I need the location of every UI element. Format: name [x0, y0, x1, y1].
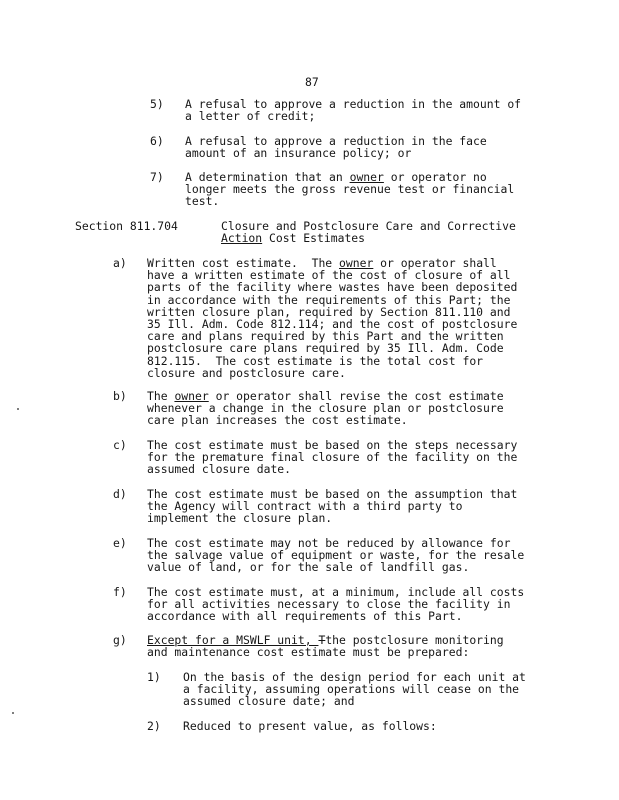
list-b-item-text-line: implement the closure plan. — [147, 511, 333, 526]
list-b-item-text-line: care and plans required by this Part and the written — [147, 329, 504, 344]
list-b-item-number: g) — [113, 633, 127, 647]
list-b-item-text-line: 812.115. The cost estimate is the total cost for — [147, 353, 484, 368]
list-b-item-text-line: Written cost estimate. The owner or operator shall — [147, 256, 497, 270]
section-title-line: Action Cost Estimates — [221, 231, 366, 246]
list-b-item-text-line: for the premature final closure of the facility on the — [147, 450, 518, 465]
page-number: 87 — [305, 75, 319, 89]
scan-speck — [17, 408, 19, 410]
list-b-item-text-line: for all activities necessary to close the facility in — [147, 597, 511, 612]
list-b-item-text-line: accordance with all requirements of this Part. — [147, 609, 463, 624]
list-a-item-text-line: amount of an insurance policy; or — [185, 146, 412, 161]
section-title-line: Closure and Postclosure Care and Corrective — [221, 219, 516, 233]
list-b-item-text-line: Except for a MSWLF unit, Tthe postclosure monitoring — [147, 633, 504, 647]
list-a-item-text-line: A determination that an owner or operator no — [185, 170, 487, 184]
list-a-item-text-line: test. — [185, 194, 220, 209]
list-b-item-text-line: 35 Ill. Adm. Code 812.114; and the cost of postclosure — [147, 317, 518, 331]
list-b-item-text-line: parts of the facility where wastes have been deposited — [147, 280, 518, 295]
list-b-item-text-line: value of land, or for the sale of landfill gas. — [147, 560, 470, 575]
list-a-item-text-line: A refusal to approve a reduction in the amount of — [185, 97, 522, 111]
list-b-item-text-line: The cost estimate must, at a minimum, include all costs — [147, 585, 525, 599]
list-b-item-text-line: in accordance with the requirements of this Part; the — [147, 292, 511, 307]
list-b-item-text-line: the Agency will contract with a third party to — [147, 499, 463, 514]
section-number: Section 811.704 — [75, 219, 178, 233]
list-b-item-text-line: postclosure care plans required by 35 Ill. Adm. Code — [147, 341, 504, 356]
list-b-item-number: f) — [113, 585, 127, 599]
list-b-item-number: b) — [113, 389, 127, 403]
list-b-item-text-line: The cost estimate must be based on the assumption that — [147, 487, 518, 501]
list-a-item-text-line: A refusal to approve a reduction in the face — [185, 134, 487, 148]
scan-speck — [12, 712, 14, 714]
list-c-item-text-line: a facility, assuming operations will cease on the — [183, 682, 520, 697]
list-b-item-text-line: the salvage value of equipment or waste, for the resale — [147, 548, 525, 563]
list-c-item-number: 2) — [147, 719, 161, 733]
list-b-item-text-line: and maintenance cost estimate must be prepared: — [147, 645, 470, 660]
list-b-item-text-line: The owner or operator shall revise the cost estimate — [147, 389, 504, 403]
list-c-item-text-line: assumed closure date; and — [183, 694, 355, 709]
list-b-item-text-line: written closure plan, required by Section 811.110 and — [147, 304, 511, 319]
list-b-item-text-line: have a written estimate of the cost of closure of all — [147, 268, 511, 283]
list-b-item-number: c) — [113, 438, 127, 452]
list-b-item-number: d) — [113, 487, 127, 501]
list-c-item-text-line: On the basis of the design period for each unit at — [183, 670, 526, 684]
list-b-item-text-line: The cost estimate must be based on the steps necessary — [147, 438, 518, 452]
list-c-item-number: 1) — [147, 670, 161, 684]
list-a-item-text-line: a letter of credit; — [185, 109, 316, 124]
list-c-item-text-line: Reduced to present value, as follows: — [183, 719, 437, 733]
list-b-item-text-line: care plan increases the cost estimate. — [147, 413, 408, 428]
list-a-item-number: 6) — [150, 134, 164, 148]
list-a-item-number: 7) — [150, 170, 164, 184]
list-b-item-text-line: whenever a change in the closure plan or postclosure — [147, 401, 504, 416]
list-b-item-text-line: closure and postclosure care. — [147, 365, 346, 380]
list-b-item-text-line: assumed closure date. — [147, 462, 292, 477]
list-a-item-text-line: longer meets the gross revenue test or financial — [185, 182, 515, 197]
list-b-item-number: a) — [113, 256, 127, 270]
list-b-item-number: e) — [113, 536, 127, 550]
list-b-item-text-line: The cost estimate may not be reduced by allowance for — [147, 536, 511, 550]
list-a-item-number: 5) — [150, 97, 164, 111]
